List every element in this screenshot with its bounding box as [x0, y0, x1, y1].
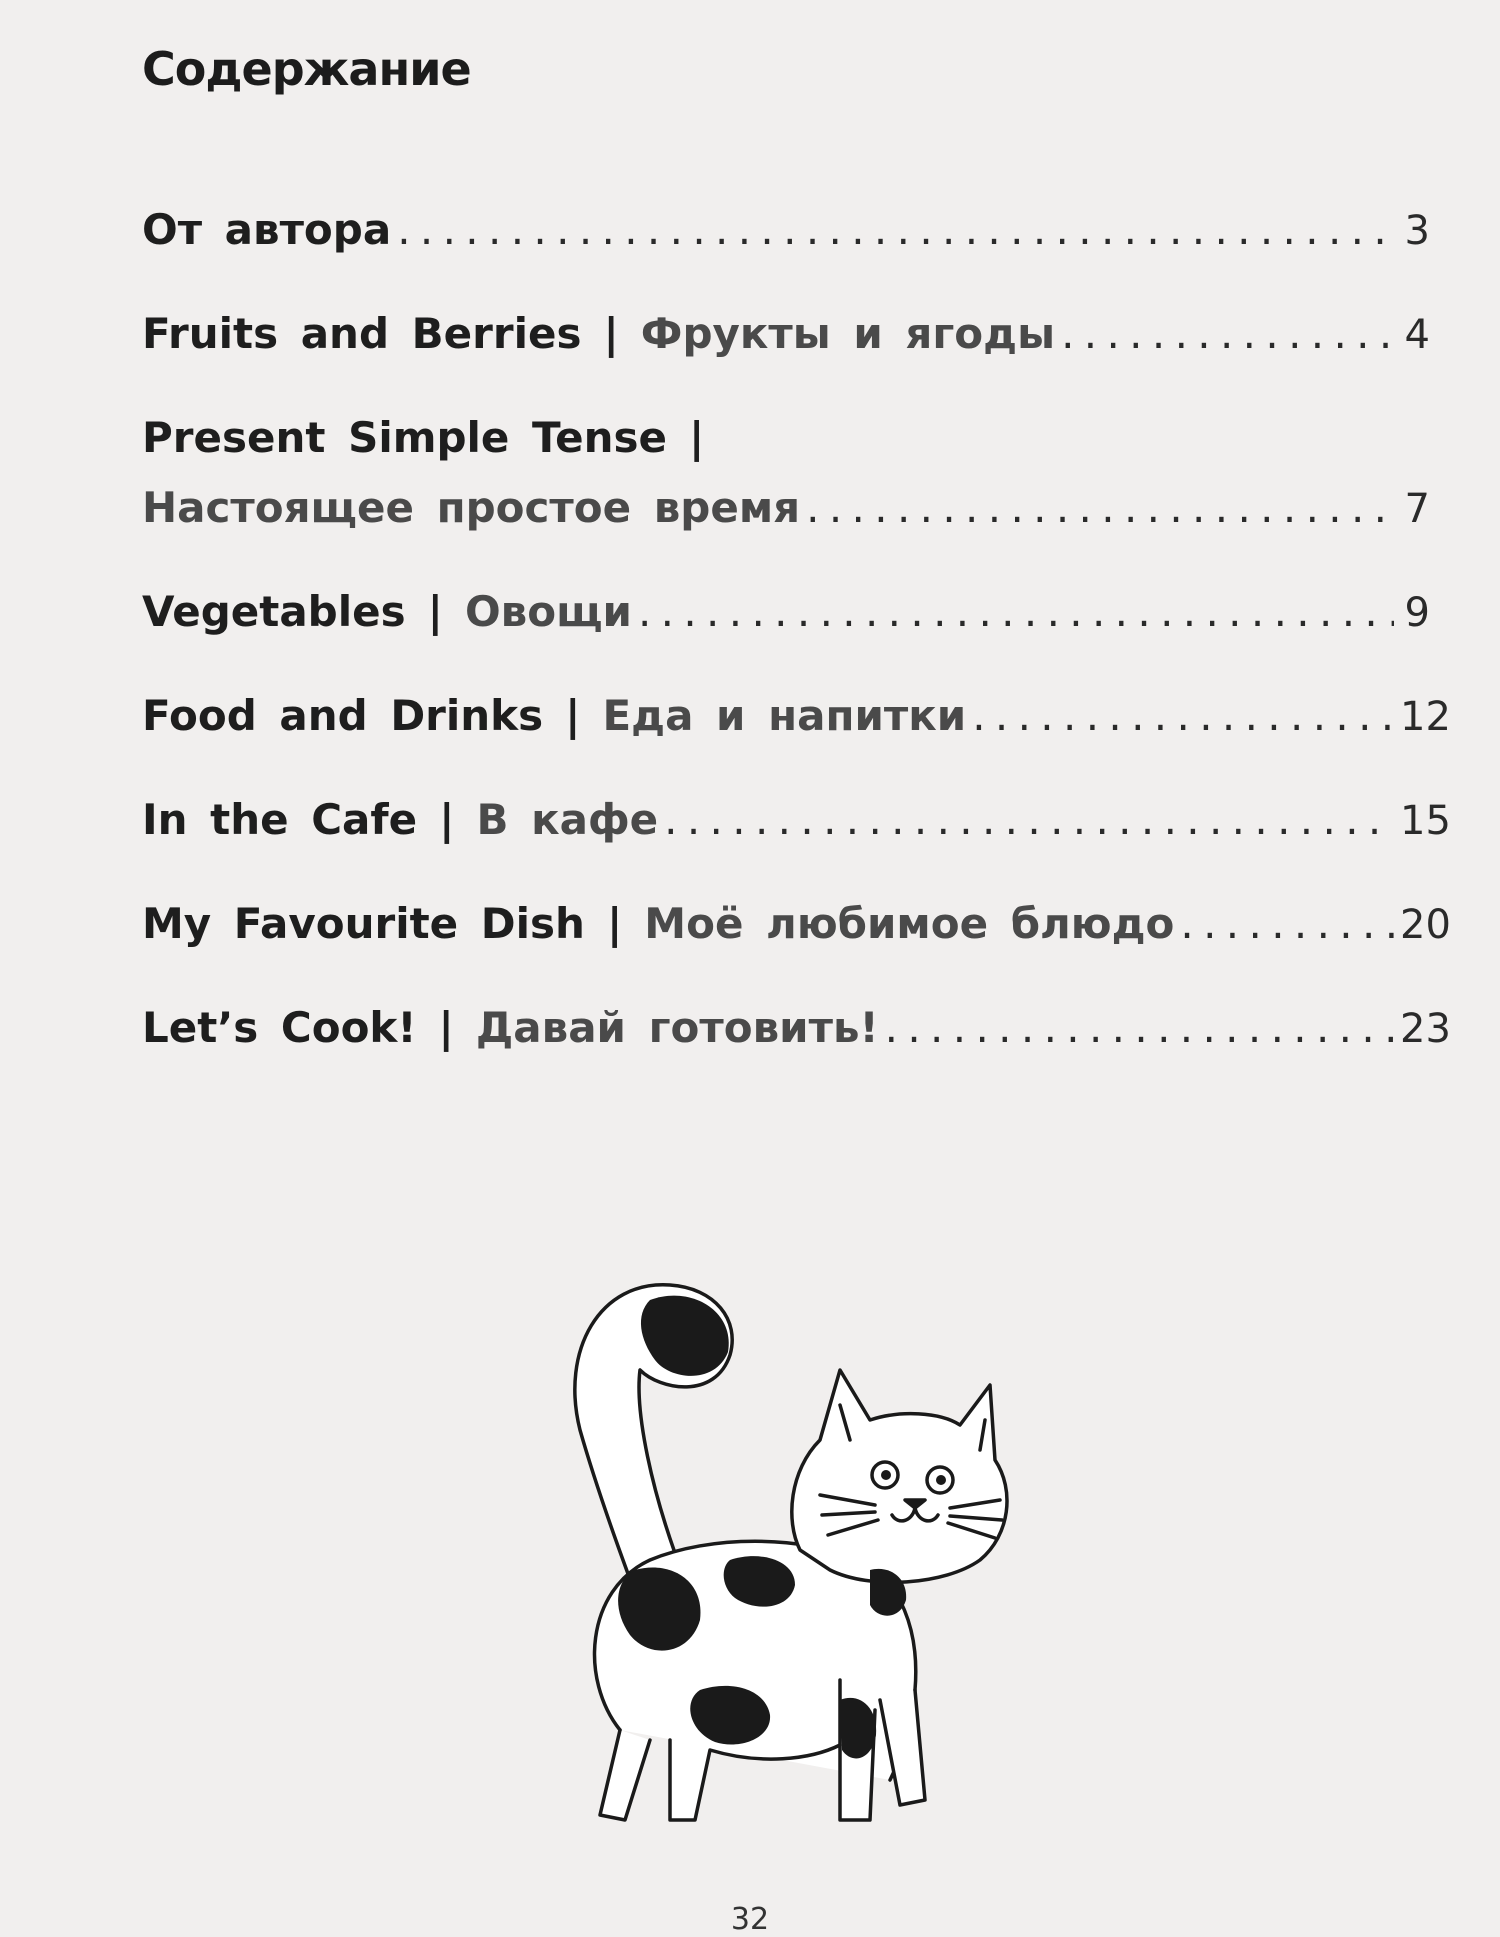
toc-entry-lets-cook[interactable] — [142, 996, 1451, 1100]
toc-entry-title-en: Vegetables — [142, 587, 406, 636]
toc-entry-title-en: Present Simple Tense — [142, 413, 667, 462]
dot-leader — [1180, 892, 1394, 956]
toc-entry-title-en: Fruits and Berries — [142, 309, 582, 358]
dot-leader — [1061, 302, 1394, 366]
cat-icon — [540, 1260, 1040, 1840]
dot-leader — [664, 788, 1394, 852]
toc-entry-title-en: Food and Drinks — [142, 691, 544, 740]
toc-page-number: 23 — [1400, 1006, 1451, 1052]
toc-entry-my-favourite-dish[interactable] — [142, 892, 1451, 996]
toc-entry-present-simple[interactable] — [142, 406, 1430, 580]
separator-bar: | — [565, 691, 581, 740]
toc-entry-title-en: Let’s Cook! — [142, 1003, 417, 1052]
dot-leader — [972, 684, 1394, 748]
toc-page-number: 7 — [1404, 486, 1430, 532]
toc-entry-title-en: In the Cafe — [142, 795, 418, 844]
toc-entry-title-ru: Давай готовить! — [475, 1003, 879, 1052]
dot-leader — [806, 476, 1394, 540]
toc-entry-title-ru: Овощи — [464, 587, 632, 636]
page-title: Содержание — [142, 42, 471, 96]
separator-bar: | — [688, 413, 705, 462]
dot-leader — [638, 580, 1394, 644]
toc-page-number: 9 — [1404, 590, 1430, 636]
separator-bar: | — [603, 309, 619, 358]
toc-page-number: 3 — [1404, 208, 1430, 254]
toc-page-number: 20 — [1400, 902, 1451, 948]
separator-bar: | — [427, 587, 443, 636]
toc-entry-title-ru: В кафе — [476, 795, 659, 844]
separator-bar: | — [606, 899, 623, 948]
toc-page-number: 12 — [1400, 694, 1451, 740]
page-number: 32 — [730, 1902, 770, 1937]
toc-page-number: 15 — [1400, 798, 1451, 844]
separator-bar: | — [438, 1003, 454, 1052]
toc-entry-in-the-cafe[interactable] — [142, 788, 1451, 892]
toc-entry-fruits-and-berries[interactable] — [142, 302, 1430, 406]
toc-entry-title-en: My Favourite Dish — [142, 899, 585, 948]
toc-entry-from-author[interactable] — [142, 198, 1430, 302]
dot-leader — [397, 198, 1394, 262]
table-of-contents — [142, 198, 1451, 1100]
toc-entry-title-ru: Настоящее простое время — [142, 483, 801, 532]
dot-leader — [885, 996, 1394, 1060]
separator-bar: | — [439, 795, 455, 844]
toc-entry-title-ru: Фрукты и ягоды — [640, 309, 1056, 358]
toc-entry-title: От автора — [142, 205, 392, 254]
toc-entry-food-and-drinks[interactable] — [142, 684, 1451, 788]
toc-entry-title-ru: Еда и напитки — [602, 691, 967, 740]
toc-entry-title-ru: Моё любимое блюдо — [644, 899, 1175, 948]
toc-page-number: 4 — [1404, 312, 1430, 358]
toc-entry-vegetables[interactable] — [142, 580, 1430, 684]
